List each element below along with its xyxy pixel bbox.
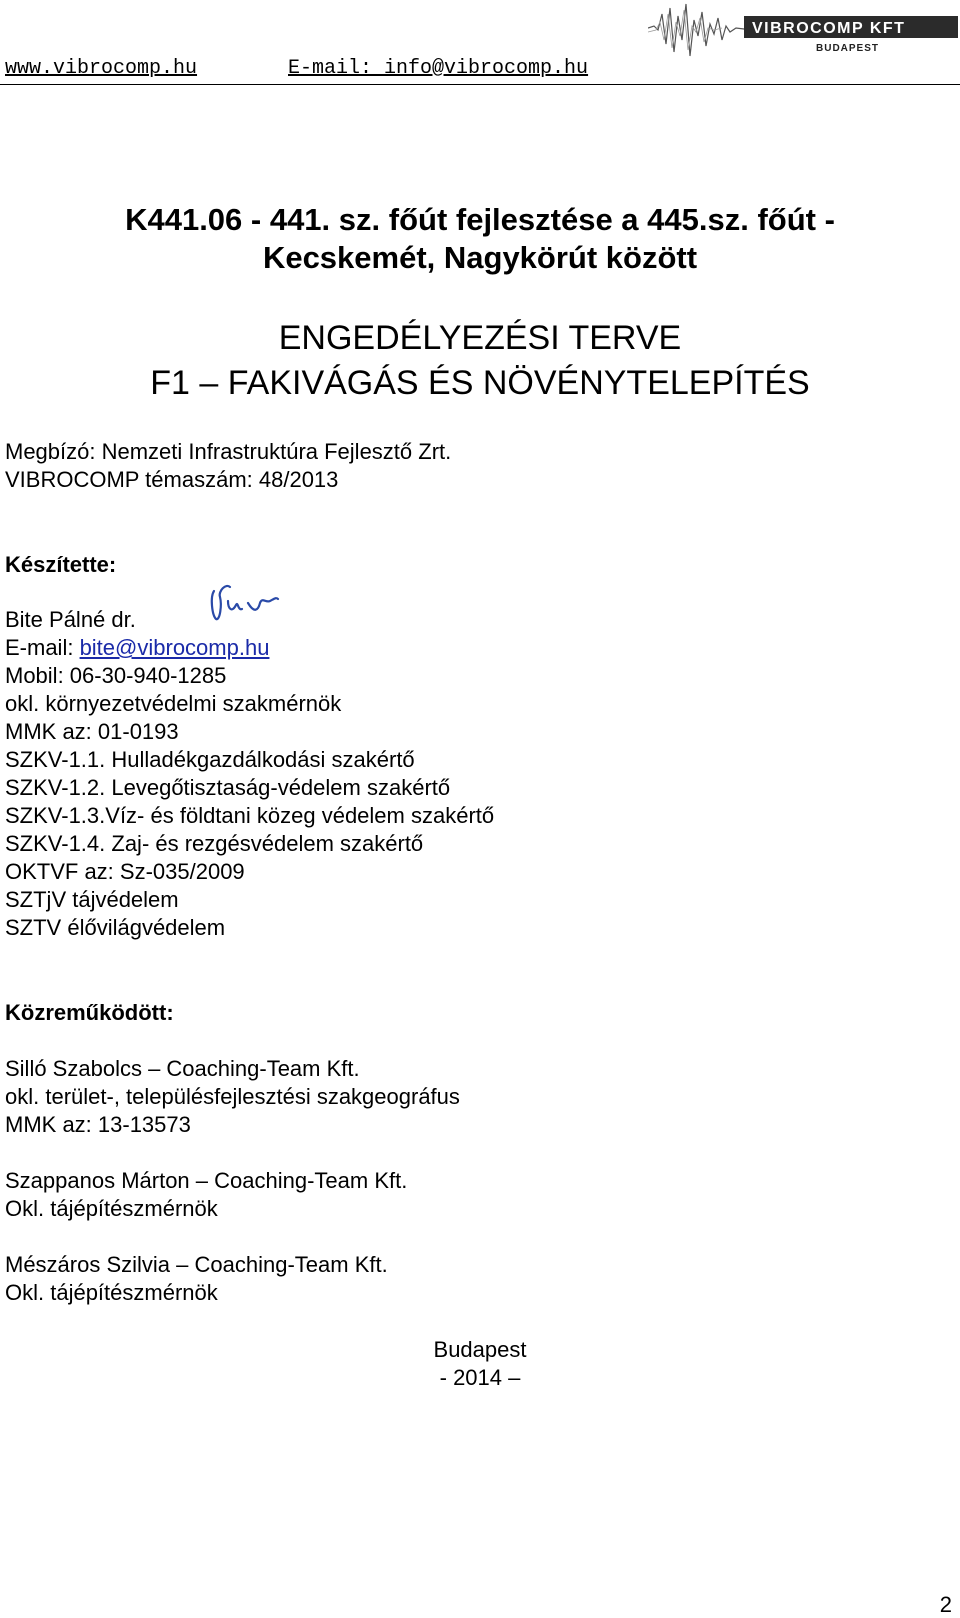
credential-line: SZKV-1.3.Víz- és földtani közeg védelem szakértő — [5, 803, 495, 828]
footer-year: - 2014 – — [439, 1365, 521, 1390]
author-name: Bite Pálné dr. — [5, 607, 136, 632]
author-email-line — [5, 635, 269, 661]
logo-city: BUDAPEST — [816, 43, 880, 54]
logo-name: VIBROCOMP KFT — [752, 20, 906, 37]
project-title-line2: Kecskemét, Nagykörút között — [262, 240, 698, 275]
header-divider — [0, 84, 960, 85]
prepared-heading: Készítette: — [5, 552, 117, 577]
email-link[interactable]: E-mail: info@vibrocomp.hu — [288, 57, 589, 80]
document-subtitle: F1 – FAKIVÁGÁS ÉS NÖVÉNYTELEPÍTÉS — [150, 364, 810, 402]
author-email-label: E-mail: — [5, 635, 80, 660]
project-number: VIBROCOMP témaszám: 48/2013 — [5, 467, 339, 492]
contributor-line: okl. terület-, településfejlesztési szakgeográfus — [5, 1084, 460, 1109]
vibrocomp-logo — [648, 0, 958, 60]
credential-line: SZKV-1.4. Zaj- és rezgésvédelem szakértő — [5, 831, 424, 856]
credential-line: SZKV-1.1. Hulladékgazdálkodási szakértő — [5, 747, 415, 772]
contributor-line: Szappanos Márton – Coaching-Team Kft. — [5, 1168, 408, 1193]
website-link[interactable]: www.vibrocomp.hu — [5, 57, 198, 80]
credential-line: SZKV-1.2. Levegőtisztaság-védelem szakértő — [5, 775, 451, 800]
author-email-link[interactable]: bite@vibrocomp.hu — [79, 635, 270, 660]
contributor-line: MMK az: 13-13573 — [5, 1112, 191, 1137]
contributor-line: Silló Szabolcs – Coaching-Team Kft. — [5, 1056, 360, 1081]
contributor-line: Okl. tájépítészmérnök — [5, 1280, 218, 1305]
author-mobile: Mobil: 06-30-940-1285 — [5, 663, 227, 688]
signature-image — [200, 575, 290, 633]
contributors-heading: Közreműködött: — [5, 1000, 174, 1025]
credential-line: SZTV élővilágvédelem — [5, 915, 226, 940]
footer-city: Budapest — [433, 1337, 527, 1362]
credential-line: OKTVF az: Sz-035/2009 — [5, 859, 245, 884]
page-number: 2 — [939, 1592, 952, 1617]
project-title-line1: K441.06 - 441. sz. főút fejlesztése a 445.sz. főút - — [125, 202, 835, 237]
credential-line: SZTjV tájvédelem — [5, 887, 179, 912]
credential-line: okl. környezetvédelmi szakmérnök — [5, 691, 342, 716]
credential-line: MMK az: 01-0193 — [5, 719, 179, 744]
document-title: ENGEDÉLYEZÉSI TERVE — [278, 319, 682, 357]
contributor-line: Mészáros Szilvia – Coaching-Team Kft. — [5, 1252, 388, 1277]
client-line: Megbízó: Nemzeti Infrastruktúra Fejlesztő Zrt. — [5, 439, 452, 464]
contributor-line: Okl. tájépítészmérnök — [5, 1196, 218, 1221]
